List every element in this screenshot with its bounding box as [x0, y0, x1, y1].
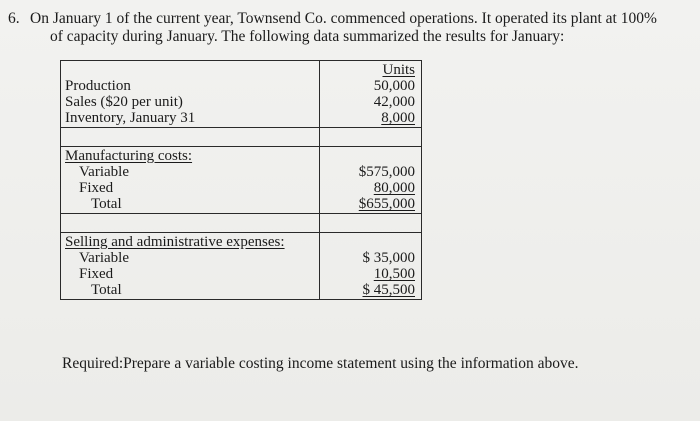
table-row-units [61, 61, 422, 128]
question-text [8, 10, 688, 46]
required-instruction: Required:Prepare a variable costing income statement using the information above. [62, 355, 579, 372]
manufacturing-label-fixed: Fixed [79, 180, 114, 196]
selling-header: Selling and administrative expenses: [65, 234, 285, 250]
selling-label-cell [61, 233, 320, 300]
question-line-1: On January 1 of the current year, Townsend Co. commenced operations. It operated its plant at 100% [30, 10, 657, 27]
manufacturing-header-spacer [324, 148, 415, 164]
spacer-cell [320, 128, 422, 147]
manufacturing-value-fixed: 80,000 [373, 180, 415, 196]
units-header-spacer [65, 62, 313, 78]
manufacturing-value-variable: $575,000 [358, 164, 415, 180]
selling-value-total: $ 45,500 [362, 282, 415, 298]
manufacturing-label-total: Total [91, 196, 122, 212]
units-value-production: 50,000 [373, 78, 415, 94]
selling-label-total: Total [91, 282, 122, 298]
table-row-selling [61, 233, 422, 300]
spacer-cell [61, 128, 320, 147]
selling-header-spacer [324, 234, 415, 250]
units-value-sales: 42,000 [373, 94, 415, 110]
manufacturing-label-variable: Variable [79, 164, 129, 180]
question-number: 6. [8, 10, 20, 27]
units-label-cell [61, 61, 320, 128]
spacer-cell [320, 214, 422, 233]
table-spacer-row-2 [61, 214, 422, 233]
units-label-sales: Sales ($20 per unit) [65, 94, 183, 110]
units-value-cell [320, 61, 422, 128]
question-line-2: of capacity during January. The following data summarized the results for January: [50, 28, 565, 45]
selling-value-fixed: 10,500 [373, 266, 415, 282]
table-spacer-row-1 [61, 128, 422, 147]
selling-label-variable: Variable [79, 250, 129, 266]
manufacturing-label-cell [61, 147, 320, 214]
units-label-production: Production [65, 78, 131, 94]
manufacturing-value-cell [320, 147, 422, 214]
manufacturing-header: Manufacturing costs: [65, 148, 193, 164]
manufacturing-value-total: $655,000 [358, 196, 415, 212]
selling-value-variable: $ 35,000 [362, 250, 415, 266]
units-value-inventory: 8,000 [381, 110, 415, 126]
table-row-manufacturing [61, 147, 422, 214]
units-header: Units [382, 62, 415, 78]
spacer-cell [61, 214, 320, 233]
selling-value-cell [320, 233, 422, 300]
selling-label-fixed: Fixed [79, 266, 114, 282]
data-table [60, 60, 422, 300]
units-label-inventory: Inventory, January 31 [65, 110, 196, 126]
